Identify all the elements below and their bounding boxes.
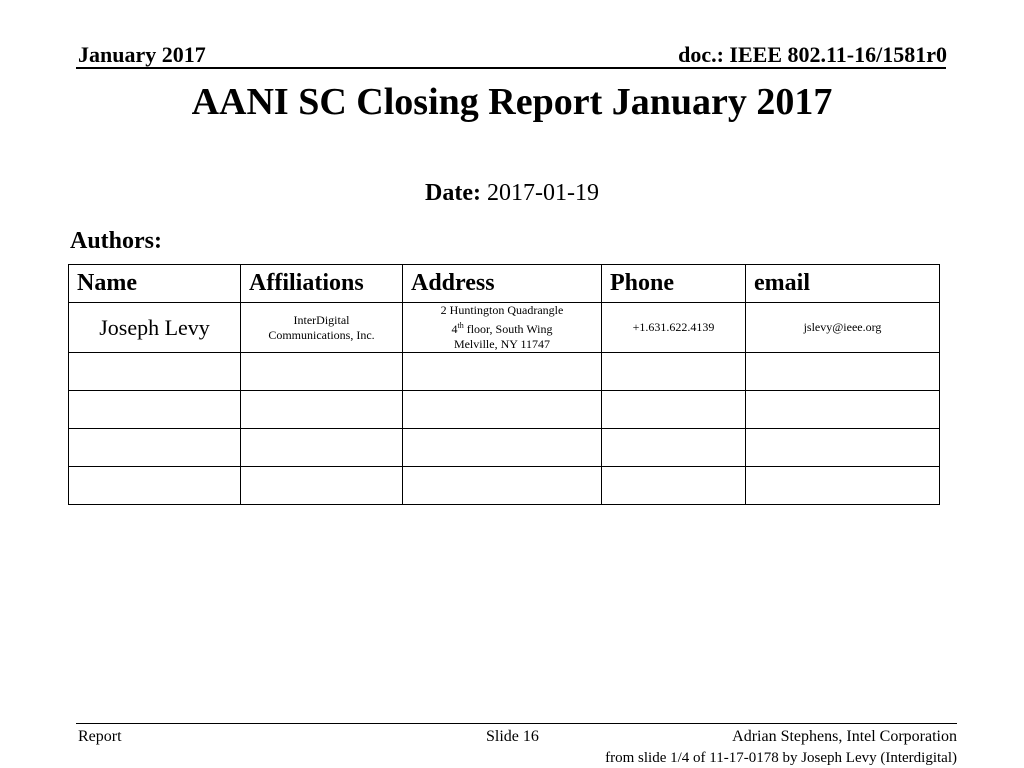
address-line-2 <box>403 318 601 337</box>
author-address <box>403 303 602 353</box>
affiliation-line-2: Communications, Inc. <box>268 327 375 342</box>
date-label: Date: <box>425 180 481 206</box>
author-phone: +1.631.622.4139 <box>602 303 746 353</box>
authors-table <box>68 264 940 505</box>
address-floor-rest: floor, South Wing <box>463 322 553 336</box>
empty-cell <box>746 467 940 505</box>
author-name: Joseph Levy <box>69 303 241 353</box>
col-header-address: Address <box>403 265 602 303</box>
empty-cell <box>69 391 241 429</box>
address-line-1: 2 Huntington Quadrangle <box>440 303 564 317</box>
empty-cell <box>602 467 746 505</box>
empty-cell <box>69 429 241 467</box>
empty-cell <box>602 429 746 467</box>
author-email: jslevy@ieee.org <box>746 303 940 353</box>
table-row <box>69 353 940 391</box>
footer-divider <box>76 723 957 724</box>
date-line <box>0 180 1024 207</box>
empty-cell <box>602 353 746 391</box>
slide-title: AANI SC Closing Report January 2017 <box>191 81 833 123</box>
col-header-email: email <box>746 265 940 303</box>
empty-cell <box>241 353 403 391</box>
empty-cell <box>746 429 940 467</box>
authors-label: Authors: <box>70 228 163 254</box>
col-header-phone: Phone <box>602 265 746 303</box>
header-divider <box>76 67 946 69</box>
empty-cell <box>746 353 940 391</box>
empty-cell <box>403 467 602 505</box>
footer-slide-number: Slide 16 <box>486 728 539 745</box>
empty-cell <box>403 429 602 467</box>
empty-cell <box>746 391 940 429</box>
empty-cell <box>69 353 241 391</box>
empty-cell <box>403 353 602 391</box>
table-row <box>69 303 940 353</box>
address-line-3: Melville, NY 11747 <box>453 337 551 351</box>
empty-cell <box>241 391 403 429</box>
empty-cell <box>241 467 403 505</box>
col-header-name: Name <box>69 265 241 303</box>
table-header-row <box>69 265 940 303</box>
table-row <box>69 429 940 467</box>
footer-author: Adrian Stephens, Intel Corporation <box>732 728 957 745</box>
table-row <box>69 391 940 429</box>
empty-cell <box>602 391 746 429</box>
empty-cell <box>69 467 241 505</box>
affiliation-line-1: InterDigital <box>293 312 350 327</box>
footer-source-note: from slide 1/4 of 11-17-0178 by Joseph Levy (Interdigital) <box>605 750 957 766</box>
footer-report-label: Report <box>78 728 122 745</box>
date-value: 2017-01-19 <box>486 180 599 206</box>
header-doc-id: doc.: IEEE 802.11-16/1581r0 <box>678 42 947 67</box>
col-header-affiliations: Affiliations <box>241 265 403 303</box>
address-floor-number: 4 <box>451 322 458 336</box>
empty-cell <box>403 391 602 429</box>
table-row <box>69 467 940 505</box>
empty-cell <box>241 429 403 467</box>
author-affiliation <box>241 303 403 353</box>
header-date: January 2017 <box>78 42 206 67</box>
address-floor-suffix: th <box>457 321 464 330</box>
